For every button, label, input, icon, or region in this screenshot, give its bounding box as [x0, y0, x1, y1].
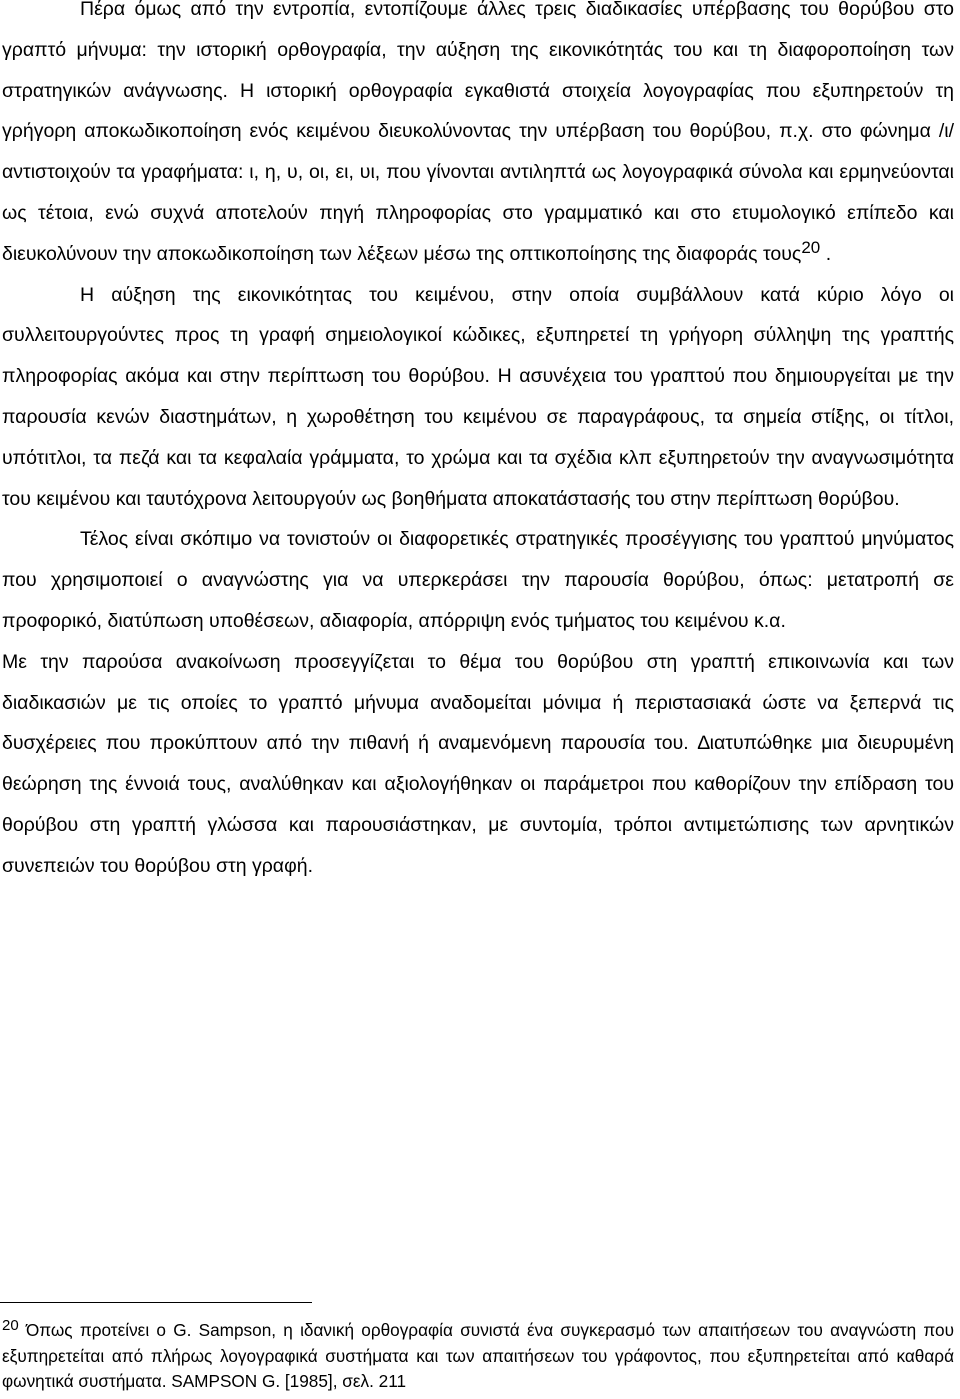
- paragraph-3: Τέλος είναι σκόπιμο να τονιστούν οι διαφορετικές στρατηγικές προσέγγισης του γραπτού μηνύματος που χρησιμοποιεί ο αναγνώστης για να υπερκεράσει την παρουσία θορύβου, όπως: μετατροπή σε προφορικό, διατύπωση υποθέσεων, αδιαφορία, απόρριψη ενός τμήματος του κειμένου κ.α.: [2, 528, 954, 632]
- footnote-text: Όπως προτείνει ο G. Sampson, η ιδανική ορθογραφία συνιστά ένα συγκερασμό των απαιτήσεων του αναγνώστη που εξυπηρετείται από πλήρως λογογραφικά συστήματα και των απαιτήσεων του γράφοντος, που εξυπηρετείται από καθαρά φωνητικά συστήματα. SAMPSON G. [1985], σελ. 211: [2, 1320, 954, 1391]
- paragraph-2: Η αύξηση της εικονικότητας του κειμένου, στην οποία συμβάλλουν κατά κύριο λόγο οι συλλειτουργούντες προς τη γραφή σημειολογικοί κώδικες, εξυπηρετεί τη γρήγορη σύλληψη της γραπτής πληροφορίας ακόμα και στην περίπτωση του θορύβου. Η ασυνέχεια του γραπτού που δημιουργείται με την παρουσία κενών διαστημάτων, η χωροθέτηση του κειμένου σε παραγράφους, τα σημεία στίξης, οι τίτλοι, υπότιτλοι, τα πεζά και τα κεφαλαία γράμματα, το χρώμα και τα σχέδια κλπ εξυπηρετούν την αναγνωσιμότητα του κειμένου και ταυτόχρονα λειτουργούν ως βοηθήματα αποκατάστασής του στην περίπτωση θορύβου.: [2, 283, 954, 510]
- paragraph-1-tail: .: [825, 242, 832, 265]
- footnote-number: 20: [2, 1317, 19, 1334]
- footnote: [2, 1318, 954, 1395]
- paragraph-1: [2, 0, 954, 275]
- paragraph-4: Με την παρούσα ανακοίνωση προσεγγίζεται το θέμα του θορύβου στη γραπτή επικοινωνία και των διαδικασιών με τις οποίες το γραπτό μήνυμα αναδομείται μόνιμα ή περιστασιακά ώστε να ξεπερνά τις δυσχέρειες που προκύπτουν από την πιθανή ή αναμενόμενη παρουσία του. ∆ιατυπώθηκε μια διευρυμένη θεώρηση της έννοιά τους, αναλύθηκαν και αξιολογήθηκαν οι παράμετροι που καθορίζουν την επίδραση του θορύβου στη γραπτή γλώσσα και παρουσιάστηκαν, με συντομία, τρόποι αντιμετώπισης των αρνητικών συνεπειών του θορύβου στη γραφή.: [2, 650, 954, 877]
- footnote-divider: [0, 1302, 312, 1303]
- footnote-paragraph: [2, 1318, 954, 1395]
- paragraph-1-text: Πέρα όμως από την εντροπία, εντοπίζουμε άλλες τρεις διαδικασίες υπέρβασης του θορύβου στο γραπτό μήνυμα: την ιστορική ορθογραφία, την αύξηση της εικονικότητάς του και τη διαφοροποίηση των στρατηγικών ανάγνωσης. Η ιστορική ορθογραφία εγκαθιστά στοιχεία λογογραφίας που εξυπηρετούν τη γρήγορη αποκωδικοποίηση ενός κειμένου διευκολύνοντας την υπέρβαση του θορύβου, π.χ. στο φώνημα /ι/ αντιστοιχούν τα γραφήματα: ι, η, υ, οι, ει, υι, που γίνονται αντιληπτά ως λογογραφικά σύνολα και ερμηνεύονται ως τέτοια, ενώ συχνά αποτελούν πηγή πληροφορίας στο γραμματικό και στο ετυμολογικό επίπεδο και διευκολύνουν την αποκωδικοποίηση των λέξεων μέσω της οπτικοποίησης της διαφοράς τους: [2, 0, 954, 265]
- footnote-reference: 20: [801, 237, 821, 257]
- body-text: [2, 0, 954, 887]
